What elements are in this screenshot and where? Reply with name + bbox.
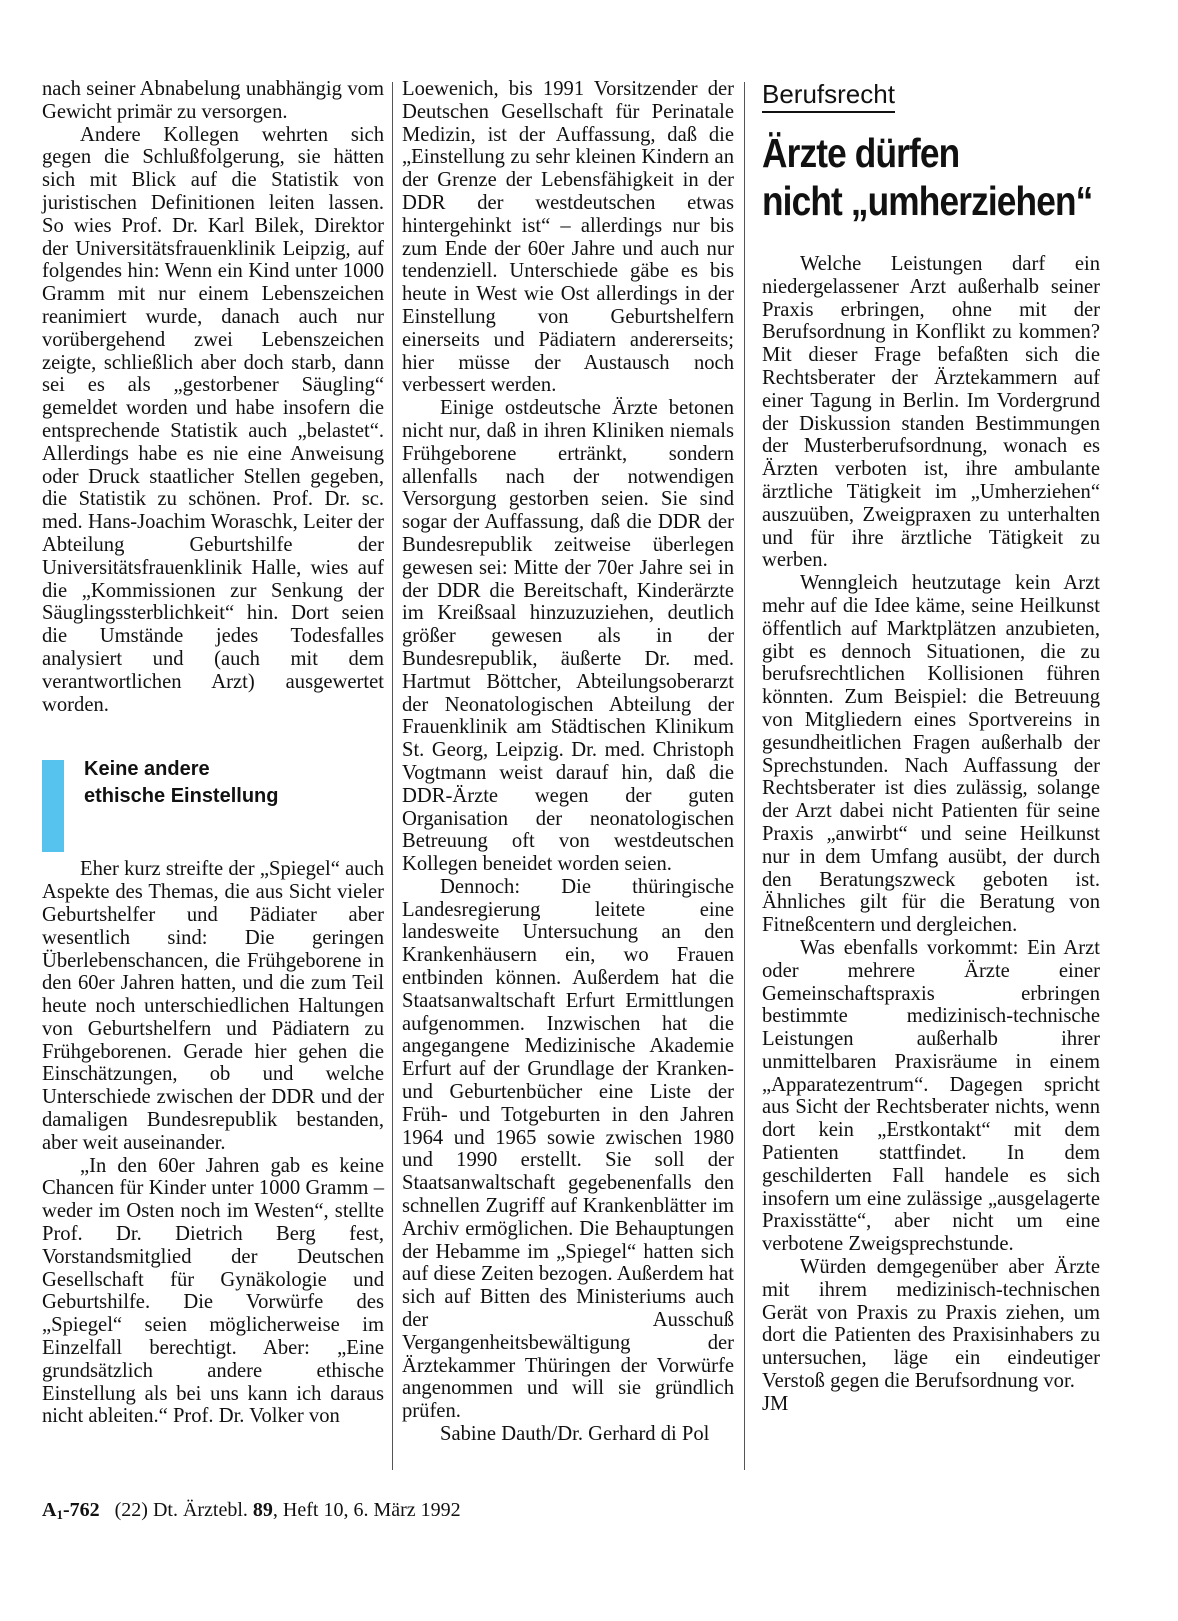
paragraph: „In den 60er Jahren gab es keine Chancen für Kinder unter 1000 Gramm – weder im Osten noch im Westen“, stellte Prof. Dr. Dietrich Berg fest, Vorstandsmitglied der Deutschen Gesellschaft für Gynäkologie und Geburtshilfe. Die Vorwürfe des „Spiegel“ seien möglicherweise im Einzelfall berechtigt. Aber: „Eine grundsätzlich andere ethische Einstellung als bei uns kann ich daraus nicht ableiten.“ Prof. Dr. Volker von bbox=[42, 1154, 384, 1428]
column-3 bbox=[762, 78, 1100, 1416]
paragraph: Eher kurz streifte der „Spiegel“ auch Aspekte des Themas, die aus Sicht vieler Geburtshelfer und Pädiater aber wesentlich sind: Die geringen Überlebenschancen, die Frühgeborene in den 60er Jahren hatten, und die zum Teil heute noch unterschiedlichen Haltungen von Geburtshelfern und Pädiatern zu Frühgeborenen. Gerade hier gehen die Einschätzungen, ob und welche Unterschiede zwischen der DDR und der damaligen Bundesrepublik bestanden, aber weit auseinander. bbox=[42, 858, 384, 1154]
paragraph: Welche Leistungen darf ein niedergelassener Arzt außerhalb seiner Praxis erbringen, ohne mit der Berufsordnung in Konflikt zu kommen? Mit dieser Frage befaßten sich die Rechtsberater der Ärztekammern auf einer Tagung in Berlin. Im Vordergrund der Diskussion standen Bestimmungen der Musterberufsordnung, wonach es Ärzten verboten ist, ihre ambulante ärztliche Tätigkeit im „Umherziehen“ auszuüben, Zweigpraxen zu unterhalten und für ihre ärztliche Tätigkeit zu werben. bbox=[762, 253, 1100, 572]
paragraph: Was ebenfalls vorkommt: Ein Arzt oder mehrere Ärzte einer Gemeinschaftspraxis erbringen bestimmte medizinisch-technische Leistungen außerhalb ihrer unmittelbaren Praxisräume in einem „Apparatezentrum“. Dagegen spricht aus Sicht der Rechtsberater nichts, wenn dort kein „Erstkontakt“ mit dem Patienten stattfindet. In dem geschilderten Fall handele es sich insofern um eine zulässige „ausgelagerte Praxisstätte“, aber nicht um eine verbotene Zweigsprechstunde. bbox=[762, 936, 1100, 1256]
section-rubric: Berufsrecht bbox=[762, 78, 895, 113]
paragraph: Einige ostdeutsche Ärzte betonen nicht nur, daß in ihren Kliniken niemals Frühgeborene ertränkt, sondern allenfalls nach der notwendigen Versorgung gestorben seien. Sie sind sogar der Auffassung, daß die DDR der Bundesrepublik zeitweise überlegen gewesen sei: Mitte der 70er Jahre sei in der DDR die Bereitschaft, Kinderärzte im Kreißsaal hinzuzuziehen, deutlich größer gewesen als in der Bundesrepublik, äußerte Dr. med. Hartmut Böttcher, Abteilungsoberarzt der Neonatologischen Abteilung der Frauenklinik am Städtischen Klinikum St. Georg, Leipzig. Dr. med. Christoph Vogtmann weist darauf hin, daß die DDR-Ärzte wegen der guten Organisation der neonatologischen Betreuung oft von westdeutschen Kollegen beneidet worden seien. bbox=[402, 397, 734, 876]
column-divider bbox=[744, 82, 745, 1470]
column-divider bbox=[392, 82, 393, 1470]
subheading-line-1: Keine andere bbox=[84, 758, 210, 781]
subheading bbox=[42, 756, 384, 852]
paragraph: Würden demgegenüber aber Ärzte mit ihrem medizinisch-technischen Gerät von Praxis zu Praxis ziehen, um dort die Patienten des Praxisinhabers zu untersuchen, läge ein eindeutiger Verstoß gegen die Berufsordnung vor. bbox=[762, 1256, 1100, 1393]
headline-line-1: Ärzte dürfen bbox=[762, 130, 960, 176]
paragraph: Dennoch: Die thüringische Landesregierung leitete eine landesweite Untersuchung an den Krankenhäusern ein, wo Frauen entbinden können. Außerdem hat die Staatsanwaltschaft Erfurt Ermittlungen aufgenommen. Inzwischen hat die angegangene Medizinische Akademie Erfurt auf der Grundlage der Kranken- und Geburtenbücher eine Liste der Früh- und Totgeburten in den Jahren 1964 und 1965 sowie zwischen 1980 und 1990 erstellt. Sie soll der Staatsanwaltschaft gegebenenfalls den schnellen Zugriff auf Krankenblätter im Archiv ermöglichen. Die Behauptungen der Hebamme im „Spiegel“ hatten sich auf diese Zeiten bezogen. Außerdem hat sich auf Bitten des Ministeriums auch der Ausschuß Vergangenheitsbewältigung der Ärztekammer Thüringen der Vorwürfe angenommen und will sie gründlich prüfen. bbox=[402, 875, 734, 1423]
author-credit: Sabine Dauth/Dr. Gerhard di Pol bbox=[440, 1423, 710, 1446]
source-citation: (22) Dt. Ärztebl. 89, Heft 10, 6. März 1992 bbox=[114, 1499, 461, 1521]
page-number: $A_1-762$ bbox=[42, 1499, 100, 1522]
signature: JM bbox=[762, 1392, 789, 1415]
paragraph: Andere Kollegen wehrten sich gegen die Schlußfolgerung, sie hätten sich mit Blick auf die Statistik von juristischen Definitionen leiten lassen. So wies Prof. Dr. Karl Bilek, Direktor der Universitätsfrauenklinik Leipzig, auf folgendes hin: Wenn ein Kind unter 1000 Gramm mit nur einem Lebenszeichen reanimiert wurde, danach auch nur vorübergehend zwei Lebenszeichen zeigte, schließlich aber doch starb, dann sei es als „gestorbener Säugling“ gemeldet worden und habe insofern die entsprechende Statistik auch „belastet“. Allerdings habe es nie eine Anweisung oder Druck staatlicher Stellen gegeben, die Statistik zu schönen. Prof. Dr. sc. med. Hans-Joachim Woraschk, Leiter der Abteilung Geburtshilfe der Universitätsfrauenklinik Halle, wies auf die „Kommissionen zur Senkung der Säuglingssterblichkeit“ hin. Dort seien die Umstände jedes Todesfalles analysiert und (auch mit dem verantwortlichen Arzt) ausgewertet worden. bbox=[42, 123, 384, 716]
subheading-line-2: ethische Einstellung bbox=[84, 785, 279, 808]
column-2 bbox=[402, 78, 734, 1446]
paragraph: Loewenich, bis 1991 Vorsitzender der Deutschen Gesellschaft für Perinatale Medizin, ist der Auffassung, daß die „Einstellung zu sehr kleinen Kindern an der Grenze der Lebensfähigkeit in der DDR der westdeutschen etwas hintergehinkt ist“ – allerdings nur bis zum Ende der 60er Jahre und auch nur tendenziell. Unterschiede gäbe es bis heute in West wie Ost allerdings in der Einstellung von Geburtshelfern einerseits und Pädiatern andererseits; hier müsse der Austausch noch verbessert werden. bbox=[402, 78, 734, 397]
paragraph: nach seiner Abnabelung unabhängig vom Gewicht primär zu versorgen. bbox=[42, 78, 384, 123]
accent-bar bbox=[42, 760, 64, 852]
page-footer bbox=[42, 1498, 461, 1527]
article-headline bbox=[762, 129, 1093, 225]
column-1 bbox=[42, 78, 384, 1428]
paragraph: Wenngleich heutzutage kein Arzt mehr auf die Idee käme, seine Heilkunst öffentlich auf Marktplätzen anzubieten, gibt es dennoch Situationen, die zu berufsrechtlichen Kollisionen führen könnten. Zum Beispiel: die Betreuung von Mitgliedern eines Sportvereins in gesundheitlichen Fragen außerhalb der Sprechstunden. Nach Auffassung der Rechtsberater ist dies zulässig, solange der Arzt dabei nicht Patienten für seine Praxis „anwirbt“ und seine Heilkunst nur in dem Umfang ausübt, der durch den Beratungszweck geboten ist. Ähnliches gilt für die Beratung von Fitneßcentern und dergleichen. bbox=[762, 572, 1100, 937]
headline-line-2: nicht „umherziehen“ bbox=[762, 178, 1093, 224]
subheading-text bbox=[84, 756, 278, 810]
